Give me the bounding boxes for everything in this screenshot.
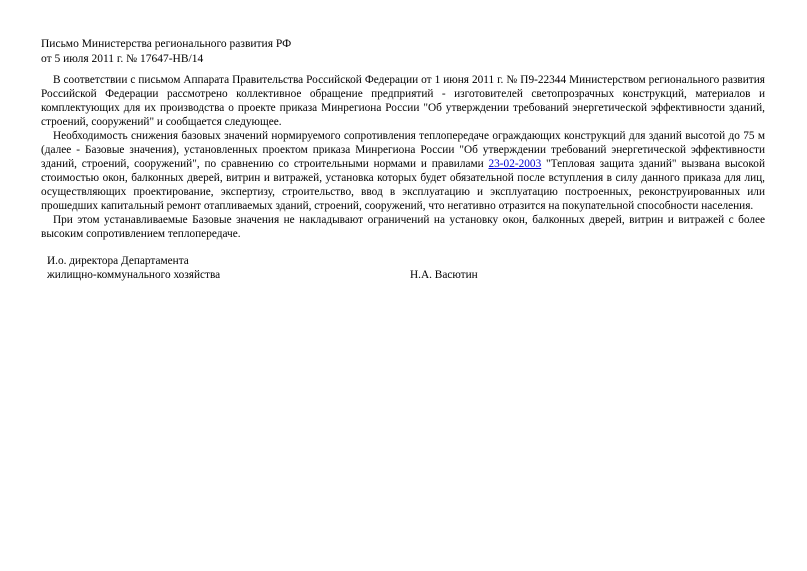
paragraph-2-text-before: Необходимость снижения базовых значений нормируемого сопротивления теплопередаче ограждающих конструкций для зданий высотой до 75 м (далее - Базовые значения), установленных проектом приказа Минрегиона России "Об утверждении требований энергетической эффективности зданий, строений, сооружений", по сравнению со строительными нормами и правилами [41,130,765,170]
document-date-number: от 5 июля 2011 г. № 17647-НВ/14 [41,53,204,65]
paragraph-2 [41,129,765,213]
signature-position-line-1 [47,254,497,268]
document-title: Письмо Министерства регионального развития РФ [41,38,292,50]
signature-position-2: жилищно-коммунального хозяйства [47,269,221,281]
signature-position-line-2 [47,268,497,282]
paragraph-1: В соответствии с письмом Аппарата Правительства Российской Федерации от 1 июня 2011 г. № П9-22344 Министерством регионального развития Российской Федерации рассмотрено коллективное обращение предприятий - изготовителей светопрозрачных конструкций, материалов и комплектующих для их производства о проекте приказа Минрегиона России "Об утверждении требований энергетической эффективности зданий, строений, сооружений" и сообщается следующее. [41,74,765,128]
signature-block [47,254,497,282]
signatory-name: Н.А. Васютин [410,269,478,281]
paragraph-3: При этом устанавливаемые Базовые значения не накладывают ограничений на установку окон, балконных дверей, витрин и витражей с более высоким сопротивлением теплопередаче. [41,214,765,240]
snip-link[interactable]: 23-02-2003 [488,158,542,170]
signature-position-1: И.о. директора Департамента [47,255,189,267]
document-header [41,37,341,67]
document-body [41,73,765,241]
paragraph-2-text-after: "Тепловая защита зданий" вызвана высокой стоимостью окон, балконных дверей, витрин и витражей, установка которых будет обязательной после вступления в силу данного приказа для лиц, осуществляющих проектирование, экспертизу, строительство, ввод в эксплуатацию и эксплуатацию построенных, реконструированных или прошедших капитальный ремонт отапливаемых зданий, строений, сооружений, что негативно отразится на покупательной способности населения. [41,158,765,212]
